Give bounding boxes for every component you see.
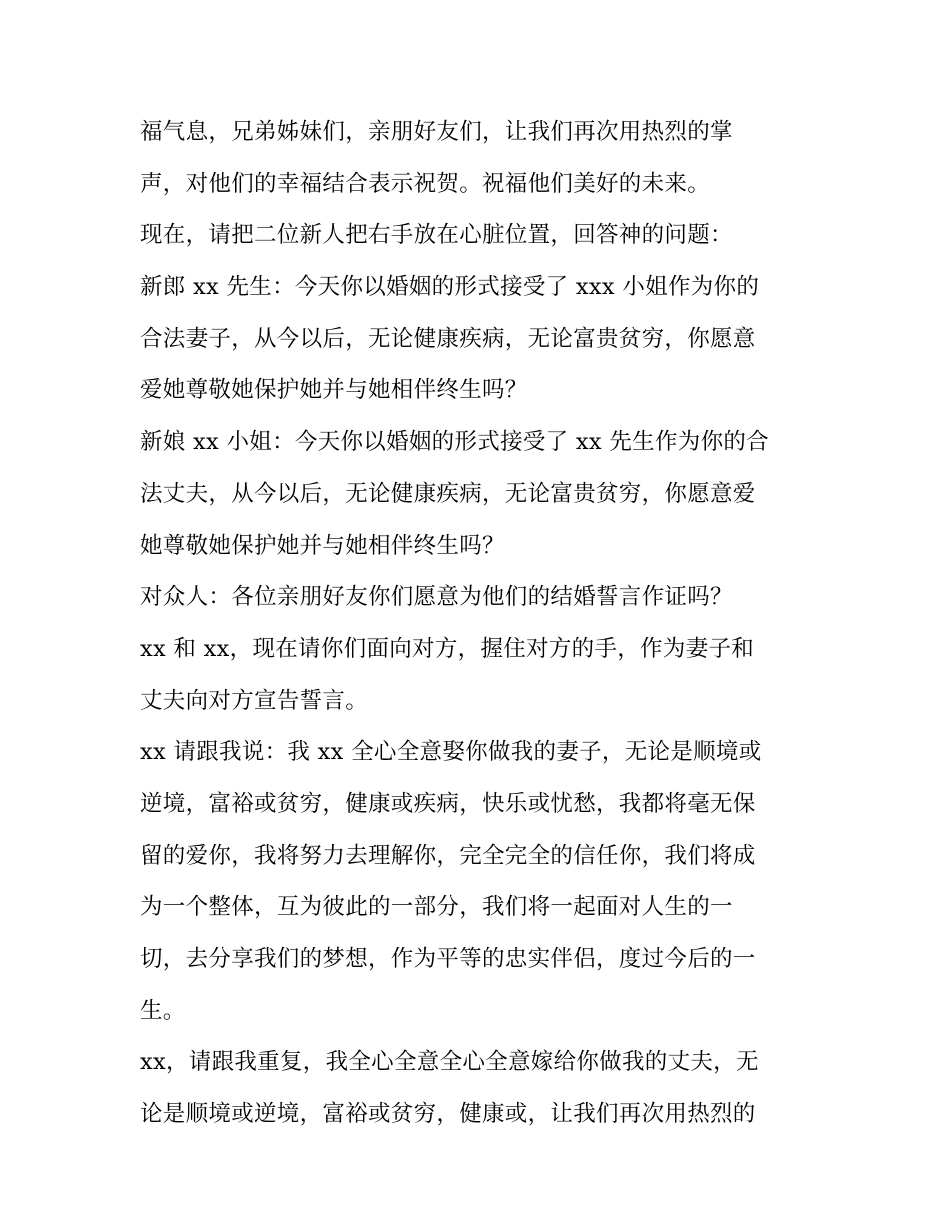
text-line: 为一个整体，互为彼此的一部分，我们将一起面对人生的一	[140, 894, 733, 921]
text-line: 现在，请把二位新人把右手放在心脏位置，回答神的问题：	[140, 222, 733, 249]
text-line: 声，对他们的幸福结合表示祝贺。祝福他们美好的未来。	[140, 170, 711, 197]
text-line: 论是顺境或逆境，富裕或贫穷，健康或，让我们再次用热烈的	[140, 1101, 756, 1128]
text-line: 爱她尊敬她保护她并与她相伴终生吗？	[140, 377, 528, 404]
text-line: 新娘 xx 小姐：今天你以婚姻的形式接受了 xx 先生作为你的合	[140, 429, 769, 456]
text-line: 法丈夫，从今以后，无论健康疾病，无论富贵贫穷，你愿意爱	[140, 480, 756, 507]
text-line: 对众人：各位亲朋好友你们愿意为他们的结婚誓言作证吗？	[140, 584, 733, 611]
text-line: 丈夫向对方宣告誓言。	[140, 687, 369, 714]
text-line: xx 和 xx，现在请你们面向对方，握住对方的手，作为妻子和	[140, 635, 755, 662]
text-line: xx 请跟我说：我 xx 全心全意娶你做我的妻子，无论是顺境或	[140, 739, 762, 766]
text-line: 逆境，富裕或贫穷，健康或疾病，快乐或忧愁，我都将毫无保	[140, 790, 756, 817]
text-line: xx，请跟我重复，我全心全意全心全意嫁给你做我的丈夫，无	[140, 1049, 759, 1076]
text-line: 新郎 xx 先生：今天你以婚姻的形式接受了 xxx 小姐作为你的	[140, 274, 760, 301]
document-body	[140, 107, 820, 1141]
text-line: 切，去分享我们的梦想，作为平等的忠实伴侣，度过今后的一	[140, 946, 756, 972]
text-line: 福气息，兄弟姊妹们，亲朋好友们，让我们再次用热烈的掌	[140, 119, 733, 145]
text-line: 留的爱你，我将努力去理解你，完全完全的信任你，我们将成	[140, 842, 756, 869]
text-line: 合法妻子，从今以后，无论健康疾病，无论富贵贫穷，你愿意	[140, 325, 756, 352]
text-line: 生。	[140, 997, 186, 1024]
text-line: 她尊敬她保护她并与她相伴终生吗？	[140, 532, 505, 559]
